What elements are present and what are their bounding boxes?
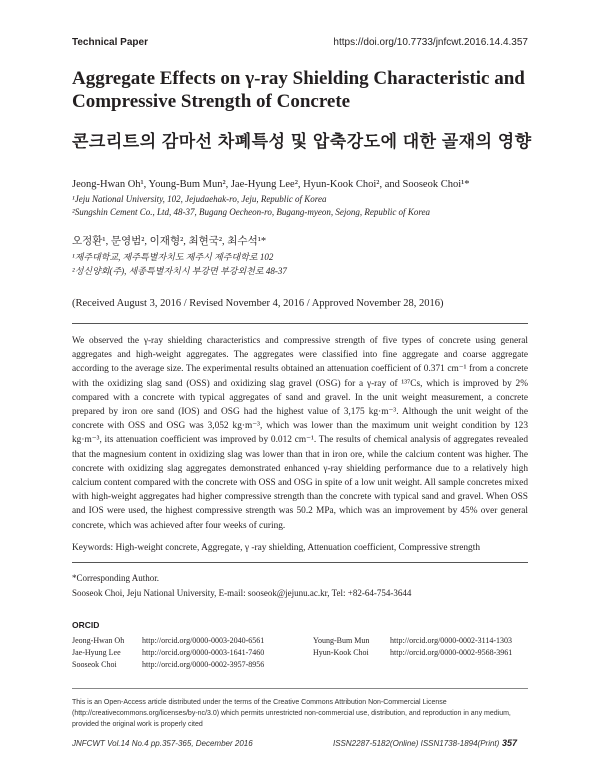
orcid-name: Young-Bum Mun [313, 636, 370, 645]
keywords: Keywords: High-weight concrete, Aggregate, γ -ray shielding, Attenuation coefficient, Compressive strength [72, 543, 481, 553]
abstract-top-rule [72, 323, 528, 324]
doi-link[interactable]: https://doi.org/10.7733/jnfcwt.2016.14.4.357 [333, 37, 528, 48]
affiliation-2: ²Sungshin Cement Co., Ltd, 48-37, Bugang Oecheon-ro, Bugang-myeon, Sejong, Republic of Korea [72, 207, 430, 217]
affiliation-1: ¹Jeju National University, 102, Jejudaehak-ro, Jeju, Republic of Korea [72, 194, 327, 204]
license-rule [72, 688, 528, 689]
author-list: Jeong-Hwan Oh¹, Young-Bum Mun², Jae-Hyung Lee², Hyun-Kook Choi², and Sooseok Choi¹* [72, 179, 470, 190]
license-notice: This is an Open-Access article distributed under the terms of the Creative Commons Attribution Non-Commercial License (http://creativecommons.org/licenses/by-nc/3.0) which permits unrestricted non-commercial use, distribution, and reproduction in any medium, provided the original work is properly cited [72, 699, 511, 728]
abstract-bottom-rule [72, 562, 528, 563]
orcid-url[interactable]: http://orcid.org/0000-0002-3114-1303 [390, 636, 512, 645]
orcid-name: Sooseok Choi [72, 660, 117, 669]
orcid-name: Hyun-Kook Choi [313, 648, 369, 657]
corresponding-author-info: Sooseok Choi, Jeju National University, E-mail: sooseok@jejunu.ac.kr, Tel: +82-64-754-3644 [72, 588, 412, 598]
journal-citation: JNFCWT Vol.14 No.4 pp.357-365, December 2016 [72, 739, 253, 748]
paper-title-korean: 콘크리트의 감마선 차폐특성 및 압축강도에 대한 골재의 영향 [72, 132, 532, 151]
affiliation-korean-1: ¹제주대학교, 제주특별자치도 제주시 제주대학로 102 [72, 252, 274, 262]
orcid-url[interactable]: http://orcid.org/0000-0003-2040-6561 [142, 636, 265, 645]
abstract-text: We observed the γ-ray shielding characteristics and compressive strength of five types of concrete using general aggregates and high-weight aggregates. The aggregates were classified into fine aggregate and coarse aggregate according to the average size. The experimental results obtained an attenuation coefficient of 0.371 cm⁻¹ from a concrete with the oxidizing slag sand (OSS) and oxidizing slag gravel (OSG) for a γ-ray of ¹³⁷Cs, which is improved by 2% compared with a concrete with typical aggregates of sand and gravel. In the unit weight measurement, a concrete prepared by iron ore sand (IOS) and OSG had the highest value of 3,175 kg·m⁻³. Although the unit weight of the concrete with OSS and OSG was 3,052 kg·m⁻³, which was lower than the maximum unit weight condition by 123 kg·m⁻³, its attenuation coefficient was improved by 0.012 cm⁻¹. The results of chemical analysis of aggregates revealed that the magnesium content in oxidizing slag was lower than that in iron ore, while the calcium content was higher. The concrete with oxidizing slag aggregates demonstrated enhanced γ-ray shielding performance due to a relatively high calcium content compared with the concrete with OSS and OSG in spite of a low unit weight. All sample concretes mixed with high-weight aggregates had higher compressive strength than the concrete with typical sand and gravel. When OSS and IOS were used, the highest compressive strength was 50.2 MPa, which was an improvement by 45% over general concrete, which was achieved after four weeks of curing. [72, 336, 528, 531]
affiliation-korean-2: ²성신양회(주), 세종특별자치시 부강면 부강외천로 48-37 [72, 266, 287, 276]
orcid-name: Jeong-Hwan Oh [72, 636, 125, 645]
page-number: 357 [502, 738, 518, 748]
orcid-url[interactable]: http://orcid.org/0000-0003-1641-7460 [142, 648, 265, 657]
paper-title: Aggregate Effects on γ-ray Shielding Characteristic and Compressive Strength of Concrete [72, 68, 525, 112]
orcid-url[interactable]: http://orcid.org/0000-0002-9568-3961 [390, 648, 513, 657]
received-dates: (Received August 3, 2016 / Revised November 4, 2016 / Approved November 28, 2016) [72, 298, 444, 309]
corresponding-author-label: *Corresponding Author. [72, 573, 159, 583]
section-label: Technical Paper [72, 37, 148, 48]
orcid-heading: ORCID [72, 620, 100, 630]
author-list-korean: 오정환¹, 문영범², 이재형², 최현국², 최수석¹* [72, 236, 267, 247]
orcid-url[interactable]: http://orcid.org/0000-0002-3957-8956 [142, 660, 265, 669]
issn-info: ISSN2287-5182(Online) ISSN1738-1894(Print) [333, 739, 500, 748]
orcid-name: Jae-Hyung Lee [72, 648, 121, 657]
